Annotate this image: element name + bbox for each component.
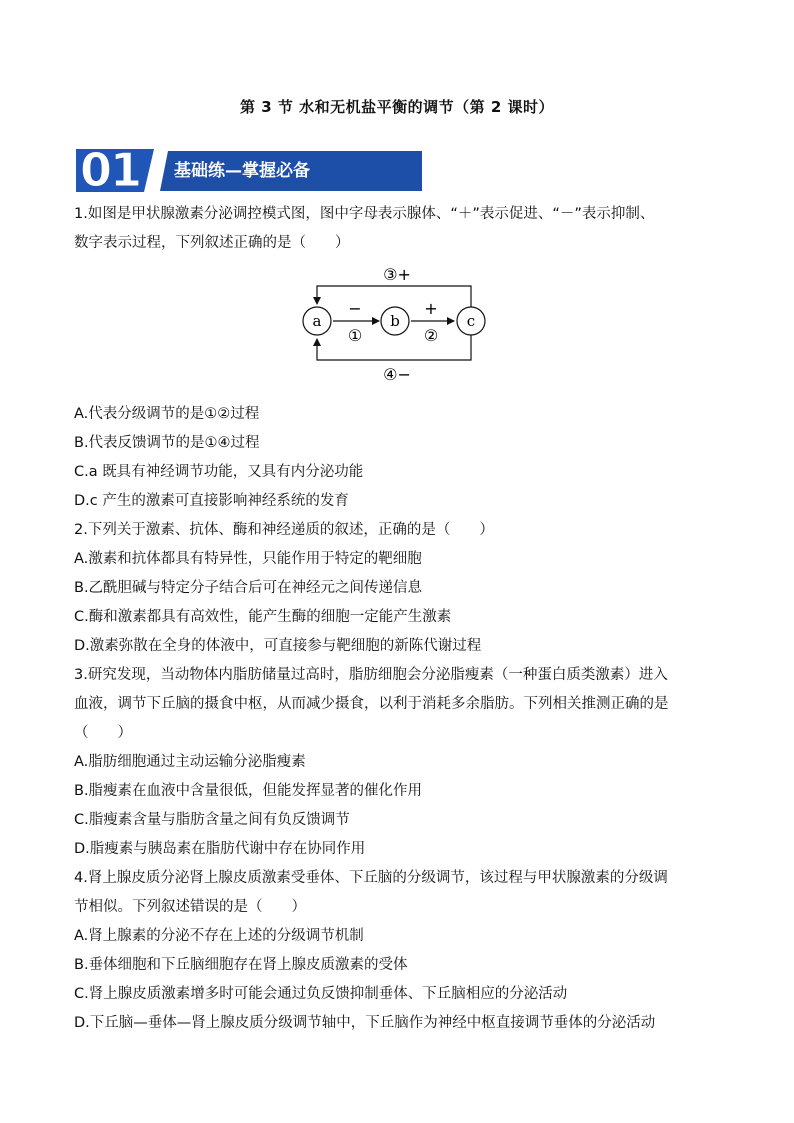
top-loop-label: ③+ [383, 265, 411, 284]
question-stem-line: （ ） [74, 725, 132, 741]
option-d: D.下丘脑—垂体—肾上腺皮质分级调节轴中，下丘脑作为神经中枢直接调节垂体的分泌活动 [74, 1015, 656, 1031]
question-stem-line: 2.下列关于激素、抗体、酶和神经递质的叙述，正确的是（ ） [74, 522, 494, 538]
option-a: A.代表分级调节的是①②过程 [74, 406, 260, 422]
option-a: A.激素和抗体都具有特异性，只能作用于特定的靶细胞 [74, 551, 422, 567]
regulation-diagram [74, 258, 724, 400]
ab-number: ① [347, 326, 363, 345]
banner-number: 01 [76, 149, 144, 192]
node-b-label: b [390, 312, 400, 330]
option-c: C.肾上腺皮质激素增多时可能会通过负反馈抑制垂体、下丘脑相应的分泌活动 [74, 986, 568, 1002]
question-2 [74, 516, 724, 661]
bottom-loop-label: ④− [383, 365, 411, 384]
node-c-label: c [466, 312, 476, 330]
option-c: C.酶和激素都具有高效性，能产生酶的细胞一定能产生激素 [74, 609, 452, 625]
arrow-c-to-a-bottom [317, 335, 471, 360]
option-d: D.脂瘦素与胰岛素在脂肪代谢中存在协同作用 [74, 841, 366, 857]
question-stem-line: 3.研究发现，当动物体内脂肪储量过高时，脂肪细胞会分泌脂瘦素（一种蛋白质类激素）进入 [74, 667, 668, 683]
bc-number: ② [423, 326, 439, 345]
regulation-diagram-svg [299, 258, 499, 400]
page-title: 第 3 节 水和无机盐平衡的调节（第 2 课时） [240, 98, 554, 116]
question-stem-line: 节相似。下列叙述错误的是（ ） [74, 899, 306, 915]
node-a-label: a [312, 312, 322, 330]
question-3 [74, 661, 724, 864]
option-c: C.脂瘦素含量与脂肪含量之间有负反馈调节 [74, 812, 350, 828]
option-a: A.脂肪细胞通过主动运输分泌脂瘦素 [74, 754, 306, 770]
option-d: D.c 产生的激素可直接影响神经系统的发育 [74, 493, 349, 509]
section-banner [76, 143, 344, 197]
option-b: B.乙酰胆碱与特定分子结合后可在神经元之间传递信息 [74, 580, 423, 596]
question-stem-line: 4.肾上腺皮质分泌肾上腺皮质激素受垂体、下丘脑的分级调节，该过程与甲状腺激素的分级调 [74, 870, 668, 886]
arrow-c-to-a-top [317, 286, 471, 307]
question-4 [74, 864, 724, 1038]
option-b: B.代表反馈调节的是①④过程 [74, 435, 260, 451]
ab-sign: − [348, 299, 362, 318]
question-1 [74, 200, 724, 516]
option-b: B.脂瘦素在血液中含量很低，但能发挥显著的催化作用 [74, 783, 423, 799]
option-d: D.激素弥散在全身的体液中，可直接参与靶细胞的新陈代谢过程 [74, 638, 482, 654]
question-stem-line: 血液，调节下丘脑的摄食中枢，从而减少摄食，以利于消耗多余脂肪。下列相关推测正确的是 [74, 696, 669, 712]
question-stem-line: 数字表示过程，下列叙述正确的是（ ） [74, 235, 350, 251]
banner-slash [144, 149, 154, 192]
option-a: A.肾上腺素的分泌不存在上述的分级调节机制 [74, 928, 364, 944]
option-c: C.a 既具有神经调节功能，又具有内分泌功能 [74, 464, 364, 480]
banner-label: 基础练—掌握必备 [174, 161, 310, 181]
question-stem-line: 1.如图是甲状腺激素分泌调控模式图，图中字母表示腺体、“＋”表示促进、“－”表示抑制、 [74, 206, 655, 222]
question-list [74, 200, 724, 1038]
option-b: B.垂体细胞和下丘脑细胞存在肾上腺皮质激素的受体 [74, 957, 408, 973]
bc-sign: + [424, 299, 438, 318]
